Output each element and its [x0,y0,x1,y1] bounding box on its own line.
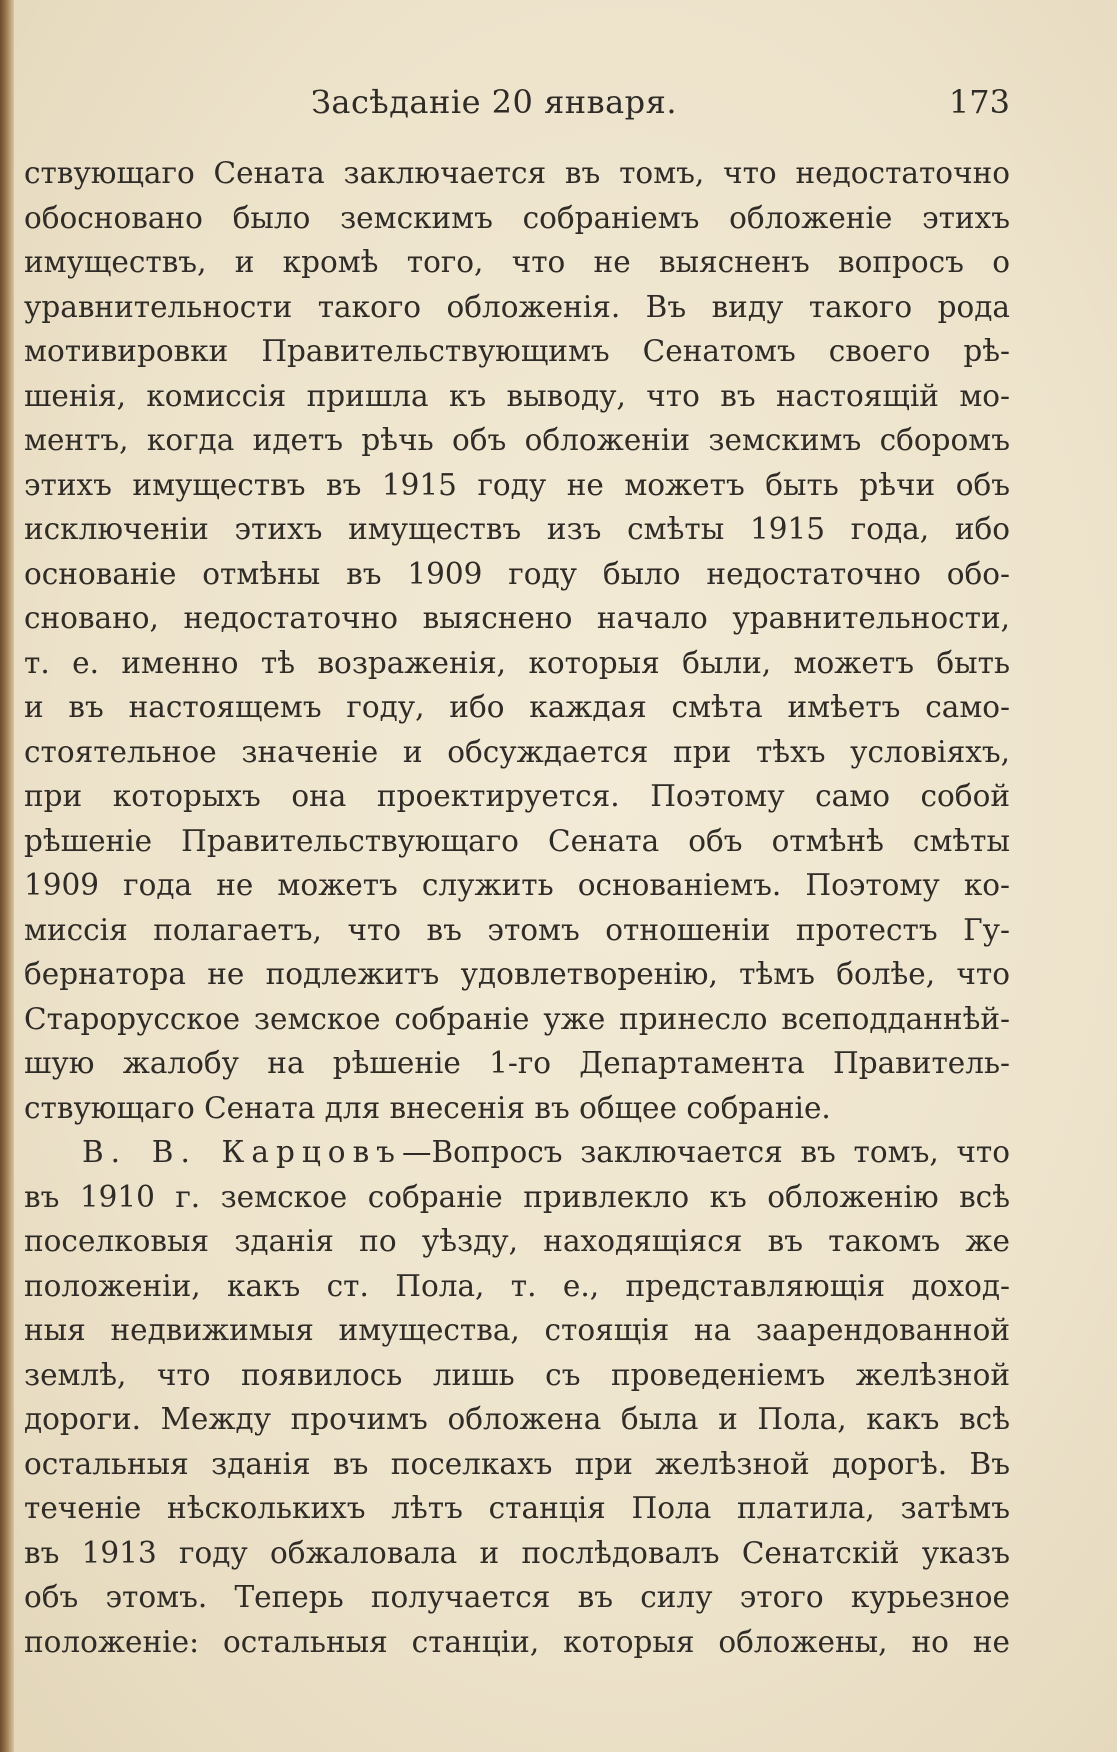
text-line: сновано, недостаточно выяснено начало уравнительности, [24,601,1010,635]
text-line: обосновано было земскимъ собраніемъ обложеніе этихъ [24,200,1010,235]
text-line: ментъ, когда идетъ рѣчь объ обложеніи земскимъ сборомъ [24,423,1010,457]
text-line: и въ настоящемъ году, ибо каждая смѣта имѣетъ само- [24,690,1010,724]
speech-line: теченіе нѣсколькихъ лѣтъ станція Пола платила, затѣмъ [24,1491,1010,1525]
text-line: стоятельное значеніе и обсуждается при тѣхъ условіяхъ, [24,734,1010,769]
speech-line: землѣ, что появилось лишь съ проведеніемъ желѣзной [24,1357,1010,1392]
speech-line: ныя недвижимыя имущества, стоящія на заарендованной [24,1313,1010,1347]
running-head-title: Засѣданіе 20 января. [310,83,678,121]
speech-line: объ этомъ. Теперь получается въ силу этого курьезное [24,1580,1010,1614]
text-line: бернатора не подлежитъ удовлетворенію, тѣмъ болѣе, что [24,957,1010,991]
text-line: ствующаго Сената заключается въ томъ, что недостаточно [24,156,1010,190]
speech-line: дороги. Между прочимъ обложена была и Пола, какъ всѣ [24,1402,1010,1436]
text-line: исключеніи этихъ имуществъ изъ смѣты 1915 года, ибо [24,512,1010,546]
text-line: этихъ имуществъ въ 1915 году не можетъ быть рѣчи объ [24,467,1010,502]
speaker-name: В. В. Карцовъ [82,1135,402,1169]
running-head [24,80,1024,124]
text-line: при которыхъ она проектируется. Поэтому само собой [24,779,1010,813]
text-line: мотивировки Правительствующимъ Сенатомъ своего рѣ- [24,334,1010,368]
book-spine-edge [0,0,14,1752]
text-line: Старорусское земское собраніе уже принесло всеподданнѣй- [24,1001,1010,1036]
speech-line: въ 1910 г. земское собраніе привлекло къ обложенію всѣ [24,1179,1010,1214]
body-text [24,151,1010,1664]
speech-line: поселковыя зданія по уѣзду, находящіяся въ такомъ же [24,1224,1010,1258]
speech-line: въ 1913 году обжаловала и послѣдовалъ Сенатскій указъ [24,1535,1010,1570]
text-line: шую жалобу на рѣшеніе 1-го Департамента Правитель- [24,1046,1010,1080]
text-line: основаніе отмѣны въ 1909 году было недостаточно обо- [24,556,1010,591]
speech-first-line-text: —Вопросъ заключается въ томъ, что [401,1135,1010,1169]
speech-line: положеніе: остальныя станціи, которыя обложены, но не [24,1624,1010,1659]
speech-line: положеніи, какъ ст. Пола, т. е., представляющія доход- [24,1268,1010,1303]
text-line: миссія полагаетъ, что въ этомъ отношеніи протестъ Гу- [24,912,1010,947]
speech-line: остальныя зданія въ поселкахъ при желѣзной дорогѣ. Въ [24,1446,1010,1481]
text-line: 1909 года не можетъ служить основаніемъ. Поэтому ко- [24,868,1010,902]
text-line: уравнительности такого обложенія. Въ виду такого рода [24,289,1010,324]
text-line: имуществъ, и кромѣ того, что не выясненъ вопросъ о [24,245,1010,279]
speech-first-line [24,1130,1010,1175]
text-line: шенія, комиссія пришла къ выводу, что въ настоящій мо- [24,378,1010,413]
text-line: т. е. именно тѣ возраженія, которыя были, можетъ быть [24,645,1010,680]
page-number: 173 [948,83,1010,121]
text-line: рѣшеніе Правительствующаго Сената объ отмѣнѣ смѣты [24,823,1010,858]
text-line: ствующаго Сената для внесенія въ общее собраніе. [24,1090,831,1125]
